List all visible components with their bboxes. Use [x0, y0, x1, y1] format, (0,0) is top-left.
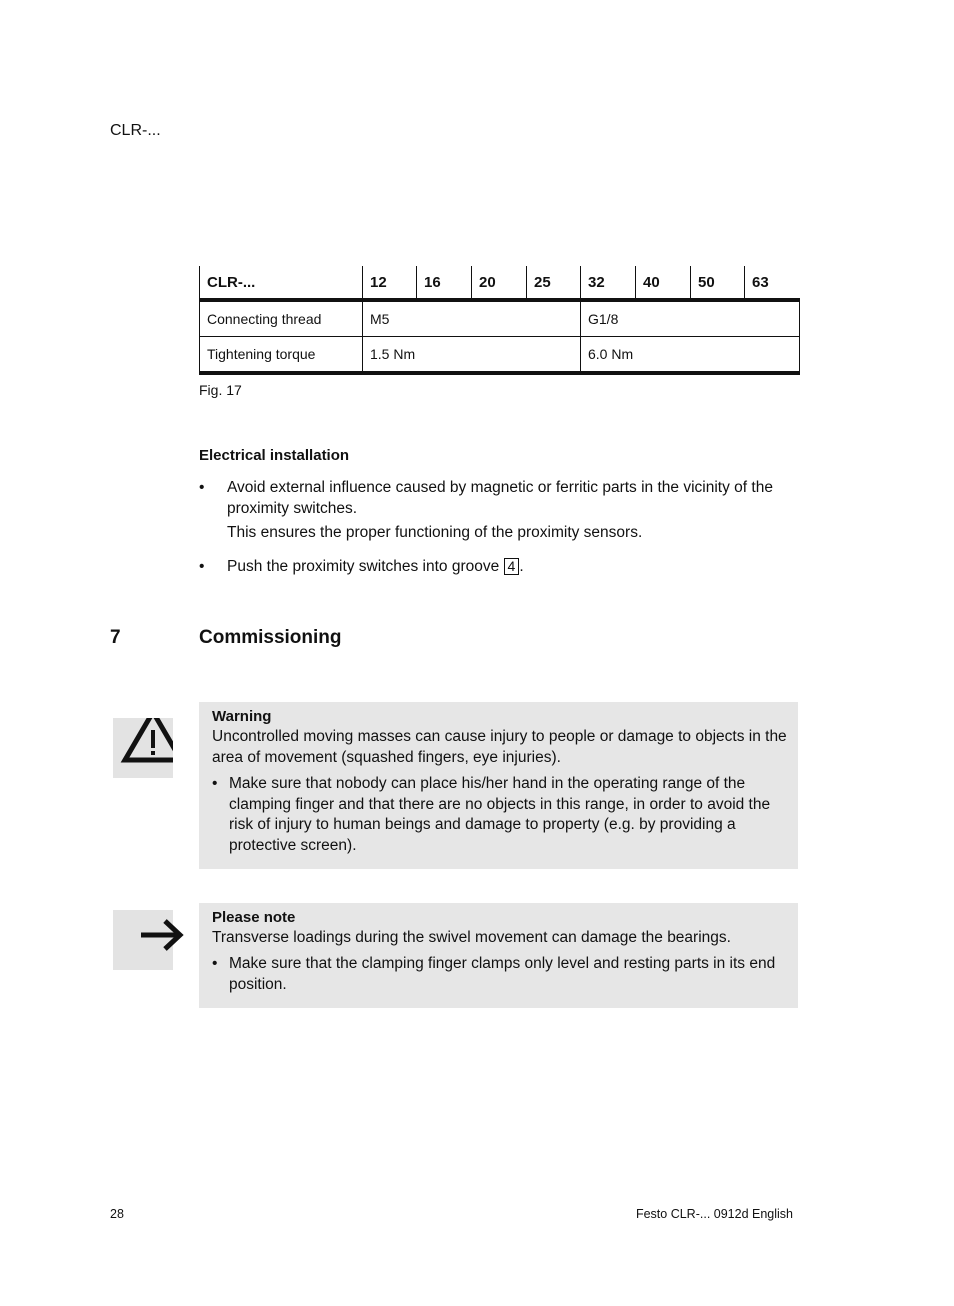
table-header-cell: 25: [527, 266, 581, 300]
table-header-cell: 50: [691, 266, 745, 300]
row-label: Tightening torque: [200, 337, 363, 374]
table-row: [200, 300, 800, 337]
warning-triangle-icon: [113, 718, 173, 778]
table-header-cell: CLR-...: [200, 266, 363, 300]
section-number: 7: [110, 627, 121, 648]
list-item: [199, 556, 799, 578]
figure-caption: Fig. 17: [199, 382, 242, 398]
warning-title: Warning: [212, 708, 272, 725]
groove-reference: 4: [504, 558, 520, 575]
bullet-text-prefix: Push the proximity switches into groove: [227, 558, 504, 575]
table-header-cell: 63: [745, 266, 800, 300]
note-bullet-text: Make sure that the clamping finger clamps only level and resting parts in its end position.: [229, 955, 776, 993]
table-header-row: [200, 266, 800, 300]
warning-text: Uncontrolled moving masses can cause injury to people or damage to objects in the area of movement (squashed fingers, eye injuries).: [212, 728, 787, 766]
bullet-symbol: •: [212, 775, 218, 792]
note-panel: [199, 903, 798, 1008]
bullet-text: Avoid external influence caused by magnetic or ferritic parts in the vicinity of the proximity switches.: [227, 479, 773, 517]
page-number: 28: [110, 1207, 124, 1221]
table-cell: M5: [363, 300, 581, 337]
running-header: CLR-...: [110, 122, 161, 139]
warning-icon-box: [113, 718, 173, 778]
bullet-text-suffix: .: [519, 558, 524, 575]
bullet-text: [227, 556, 797, 577]
note-title: Please note: [212, 909, 296, 926]
table-header-cell: 32: [581, 266, 636, 300]
document-footer: Festo CLR-... 0912d English: [635, 1207, 793, 1221]
table-header-cell: 20: [472, 266, 527, 300]
list-item: [212, 774, 792, 858]
note-icon-box: [113, 910, 173, 970]
bullet-symbol: •: [199, 479, 205, 496]
bullet-symbol: •: [212, 955, 218, 972]
table-cell: G1/8: [581, 300, 800, 337]
table-header-cell: 40: [636, 266, 691, 300]
warning-bullet-text: Make sure that nobody can place his/her hand in the operating range of the clamping finger and that there are no objects in this range, in order to avoid the risk of injury to human beings and damage to property (e.g. by providing a protective screen).: [229, 775, 771, 854]
section-title: Commissioning: [199, 627, 342, 648]
note-text: Transverse loadings during the swivel movement can damage the bearings.: [212, 929, 731, 946]
bullet-note: This ensures the proper functioning of the proximity sensors.: [227, 524, 643, 541]
table-header-cell: 12: [363, 266, 417, 300]
electrical-heading: Electrical installation: [199, 447, 350, 464]
row-label: Connecting thread: [200, 300, 363, 337]
spec-table: [199, 266, 800, 375]
table-cell: 6.0 Nm: [581, 337, 800, 374]
table-cell: 1.5 Nm: [363, 337, 581, 374]
table-row: [200, 337, 800, 374]
bullet-symbol: •: [199, 558, 205, 575]
list-item: [212, 954, 792, 996]
list-item: [199, 477, 799, 521]
arrow-right-icon: [113, 910, 185, 970]
warning-panel: [199, 702, 798, 869]
table-header-cell: 16: [417, 266, 472, 300]
